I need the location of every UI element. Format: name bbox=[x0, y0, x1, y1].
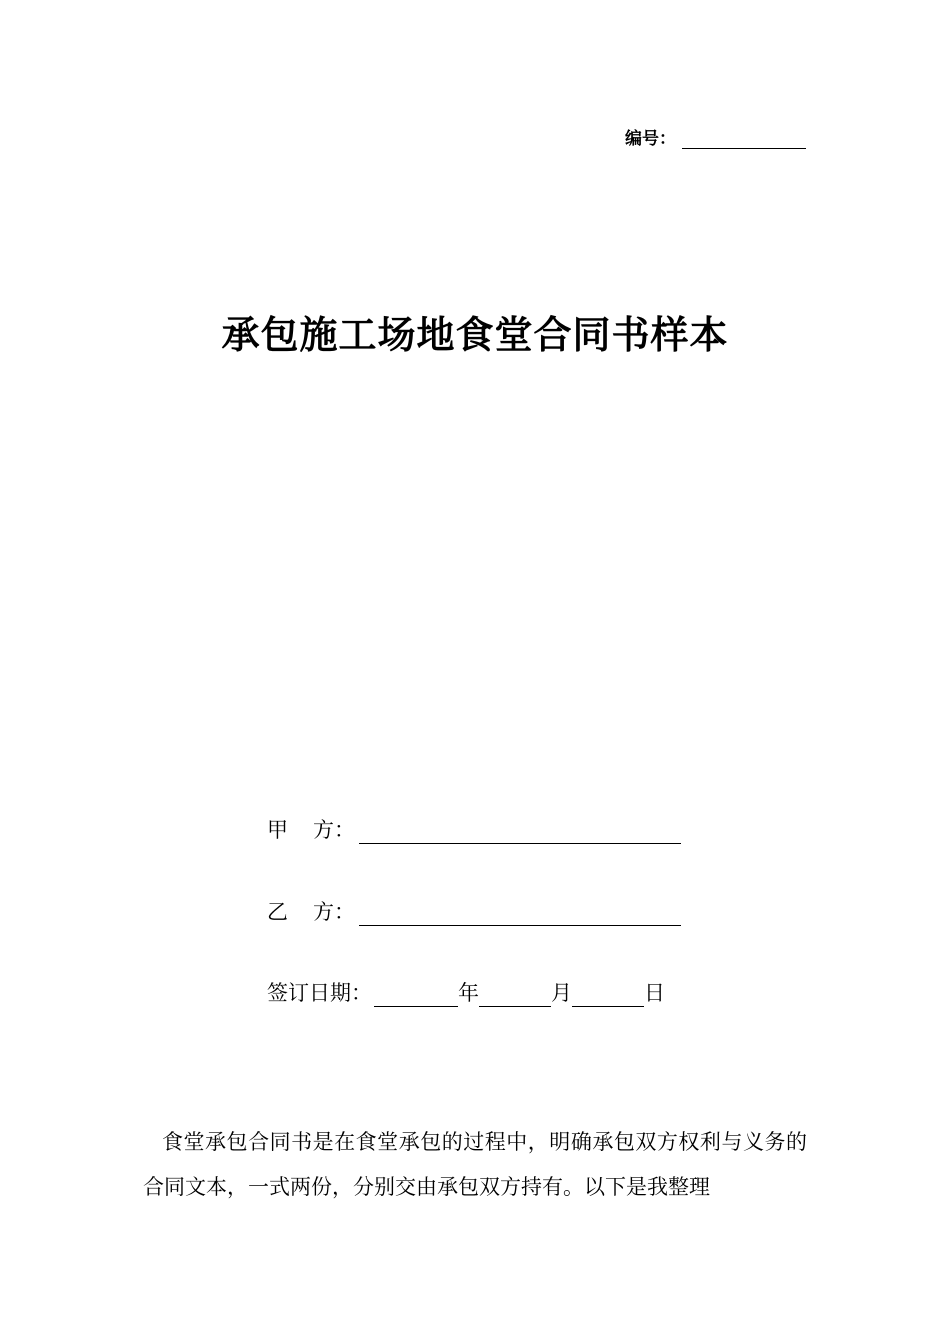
serial-number-field bbox=[625, 124, 806, 149]
party-b-blank bbox=[359, 903, 681, 926]
signing-day-label: 日 bbox=[644, 981, 665, 1005]
signing-year-blank bbox=[374, 984, 458, 1007]
party-a-row bbox=[267, 814, 681, 844]
intro-paragraph: 食堂承包合同书是在食堂承包的过程中，明确承包双方权利与义务的合同文本，一式两份，分别交由承包双方持有。以下是我整理 bbox=[143, 1130, 807, 1199]
serial-number-label: 编号： bbox=[625, 129, 676, 149]
party-b-label-char: 乙 bbox=[267, 900, 288, 924]
party-a-label-char: 甲 bbox=[267, 818, 288, 842]
party-b-label-suffix: 方： bbox=[313, 900, 355, 924]
party-a-label bbox=[267, 814, 359, 844]
party-b-label bbox=[267, 896, 359, 926]
signing-month-blank bbox=[479, 984, 551, 1007]
signing-year-label: 年 bbox=[458, 981, 479, 1005]
party-a-label-suffix: 方： bbox=[313, 818, 355, 842]
document-title: 承包施工场地食堂合同书样本 bbox=[221, 312, 729, 357]
signing-date-row bbox=[267, 977, 665, 1007]
serial-number-blank bbox=[682, 128, 806, 149]
signing-month-label: 月 bbox=[551, 981, 572, 1005]
signing-day-blank bbox=[572, 984, 644, 1007]
party-a-blank bbox=[359, 821, 681, 844]
party-b-row bbox=[267, 896, 681, 926]
signing-date-label: 签订日期： bbox=[267, 981, 372, 1005]
